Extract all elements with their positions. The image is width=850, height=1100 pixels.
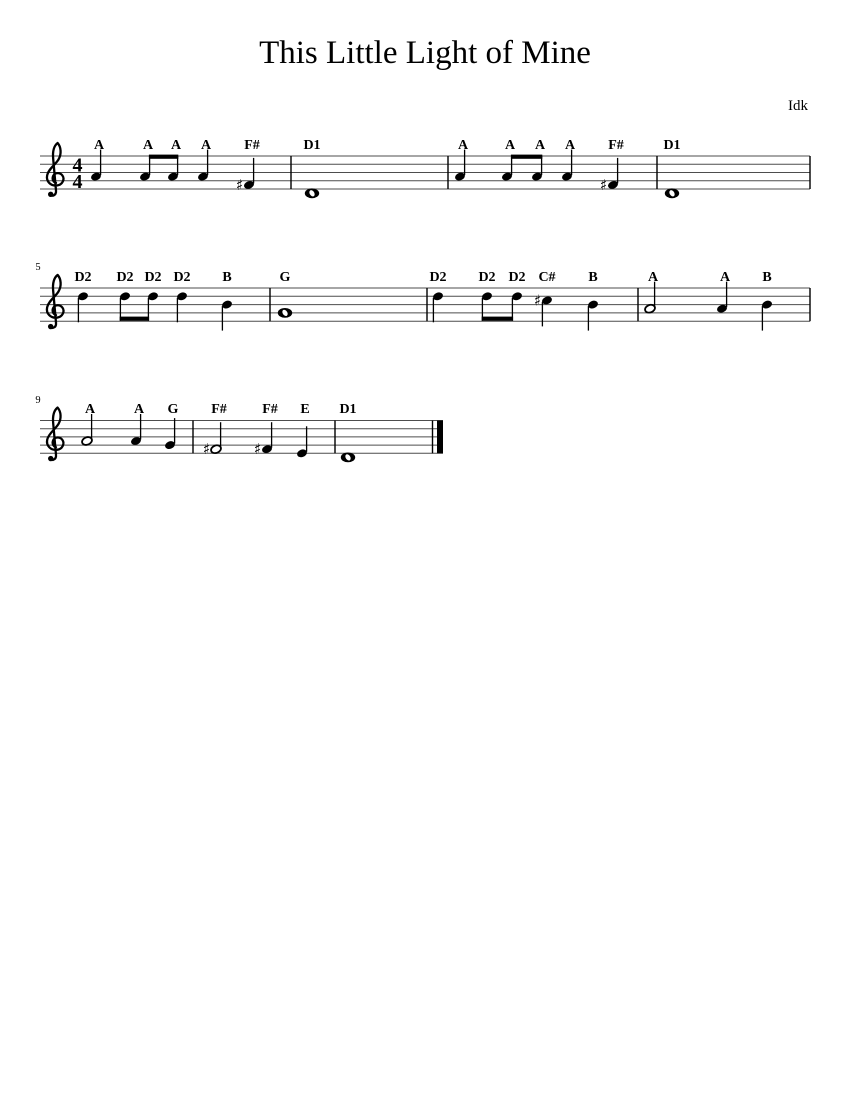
final-barline-thick (437, 421, 443, 454)
note-label: A (534, 138, 546, 153)
note-label: G (279, 270, 291, 285)
note-label: A (142, 138, 154, 153)
note (600, 138, 624, 194)
sharp-accidental: ♯ (202, 440, 211, 459)
time-signature-bottom: 4 (72, 171, 83, 194)
note (164, 402, 179, 450)
note-label: A (719, 270, 731, 285)
note (139, 138, 154, 182)
note (501, 138, 516, 182)
note-label: D2 (173, 270, 191, 285)
treble-clef-stroke (47, 143, 63, 196)
note-label: F# (211, 402, 227, 417)
notation-root (35, 138, 810, 462)
note-label: D2 (74, 270, 92, 285)
note (644, 270, 659, 314)
note-label: B (762, 270, 772, 285)
note-label: A (93, 138, 105, 153)
note-label: D1 (303, 138, 321, 153)
note (236, 138, 260, 194)
sharp-accidental: ♯ (235, 175, 244, 194)
note-label: A (84, 402, 96, 417)
note-label: F# (244, 138, 260, 153)
treble-clef-stroke (47, 275, 64, 328)
time-signature-top: 4 (72, 154, 83, 177)
note (531, 138, 546, 182)
note (130, 402, 145, 446)
note-label: B (222, 270, 232, 285)
note-label: C# (538, 270, 556, 285)
note (296, 402, 310, 459)
note-label: E (300, 402, 310, 417)
note (561, 138, 576, 182)
note-label: A (504, 138, 516, 153)
treble-clef-stroke (47, 408, 63, 460)
note-label: F# (608, 138, 624, 153)
note (254, 402, 278, 458)
measure-number: 5 (35, 262, 41, 273)
note (167, 138, 182, 182)
note-label: A (170, 138, 182, 153)
note (534, 270, 556, 326)
note-label: B (588, 270, 598, 285)
note-label: A (564, 138, 576, 153)
note-label: D2 (478, 270, 496, 285)
note-label: D2 (508, 270, 526, 285)
note (197, 138, 212, 182)
note (90, 138, 105, 182)
treble-clef-ball (48, 456, 53, 461)
note-label: D2 (429, 270, 447, 285)
note-label: F# (262, 402, 278, 417)
note (716, 270, 731, 314)
sharp-accidental: ♯ (599, 175, 608, 194)
sharp-accidental: ♯ (533, 291, 542, 310)
note-label: D2 (116, 270, 134, 285)
beam (511, 155, 542, 159)
staff-system (35, 262, 810, 331)
note-label: D1 (339, 402, 357, 417)
staff-system (40, 138, 810, 198)
beam (149, 155, 178, 159)
measure-number: 9 (35, 395, 41, 406)
note-label: D1 (663, 138, 681, 153)
note (278, 270, 292, 318)
note-label: A (647, 270, 659, 285)
note-label: A (200, 138, 212, 153)
composer: Idk (788, 98, 808, 114)
beam (482, 317, 513, 321)
treble-clef-ball (48, 324, 53, 329)
treble-clef-ball (48, 192, 53, 197)
note (81, 402, 96, 446)
page-title: This Little Light of Mine (259, 35, 591, 71)
note (454, 138, 469, 182)
note-label: G (167, 402, 179, 417)
note-label: A (457, 138, 469, 153)
note-label: A (133, 402, 145, 417)
sharp-accidental: ♯ (253, 440, 262, 459)
note-label: D2 (144, 270, 162, 285)
beam (120, 317, 149, 321)
note (203, 402, 227, 458)
staff-system (35, 395, 443, 462)
